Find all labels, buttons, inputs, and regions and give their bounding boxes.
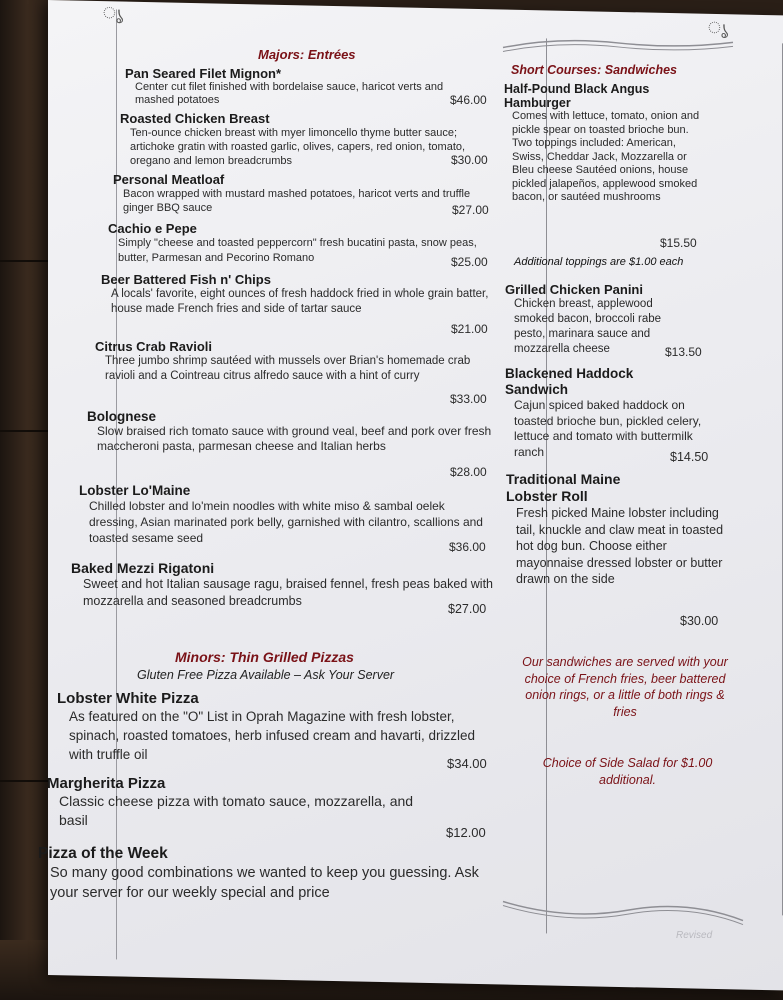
menu-item xyxy=(95,339,493,384)
menu-item xyxy=(505,366,730,460)
short-courses-title: Short Courses: Sandwiches xyxy=(511,63,678,77)
item-desc: Bacon wrapped with mustard mashed potatoes, haricot verts and truffle ginger BBQ sauce xyxy=(123,188,471,214)
item-name: Traditional Maine Lobster Roll xyxy=(506,471,621,504)
menu-item xyxy=(38,845,498,903)
item-desc: Sweet and hot Italian sausage ragu, braised fennel, fresh peas baked with mozzarella and seasoned breadcrumbs xyxy=(83,577,493,608)
item-desc: Chicken breast, applewood smoked bacon, broccoli rabe pesto, marinara sauce and mozzarella cheese xyxy=(514,298,662,355)
menu-item xyxy=(125,66,495,107)
item-name: Pizza of the Week xyxy=(38,845,168,862)
item-desc: Simply "cheese and toasted peppercorn" fresh bucatini pasta, snow peas, butter, Parmesan and Pecorino Romano xyxy=(118,237,477,264)
item-name: Lobster White Pizza xyxy=(57,690,199,707)
item-name: Citrus Crab Ravioli xyxy=(95,339,213,354)
menu-item xyxy=(87,409,497,454)
toppings-note: Additional toppings are $1.00 each xyxy=(514,256,684,268)
menu-item xyxy=(108,221,493,266)
item-name: Blackened Haddock Sandwich xyxy=(505,366,634,397)
item-desc: So many good combinations we wanted to keep you guessing. Ask your server for our weekly special and price xyxy=(50,865,479,901)
item-price: $28.00 xyxy=(450,465,487,479)
item-desc: Slow braised rich tomato sauce with ground veal, beef and pork over fresh maccheroni pasta, parmesan cheese and Italian herbs xyxy=(97,424,492,453)
item-price: $15.50 xyxy=(660,236,697,250)
menu-item xyxy=(113,172,493,215)
item-name: Margherita Pizza xyxy=(47,775,166,792)
item-name: Pan Seared Filet Mignon* xyxy=(125,66,282,81)
item-desc: As featured on the "O" List in Oprah Magazine with fresh lobster, spinach, roasted tomatoes, herb infused cream and havarti, drizzled with truffle oil xyxy=(69,709,475,762)
menu-item xyxy=(506,471,731,588)
majors-title: Majors: Entrées xyxy=(258,47,356,62)
item-name: Half-Pound Black Angus Hamburger xyxy=(504,82,650,110)
item-price: $34.00 xyxy=(447,756,487,771)
revised-label: Revised xyxy=(676,930,713,941)
item-desc: A locals' favorite, eight ounces of fresh haddock fried in whole grain batter, house made French fries and side of tartar sauce xyxy=(111,288,489,315)
item-desc: Chilled lobster and lo'mein noodles with white miso & sambal oelek dressing, Asian marinated pork belly, garnished with cilantro, scallions and toasted sesame seed xyxy=(89,499,483,545)
scroll-bottom-icon xyxy=(498,889,748,934)
item-name: Roasted Chicken Breast xyxy=(120,111,270,126)
item-price: $21.00 xyxy=(451,322,488,336)
item-name: Grilled Chicken Panini xyxy=(505,282,643,297)
item-price: $46.00 xyxy=(450,93,487,107)
item-desc: Classic cheese pizza with tomato sauce, mozzarella, and basil xyxy=(59,793,414,828)
item-name: Personal Meatloaf xyxy=(113,172,225,187)
item-price: $33.00 xyxy=(450,392,487,406)
item-desc: Ten-ounce chicken breast with myer limoncello thyme butter sauce; artichoke gratin with roasted garlic, olives, capers, red onion, tomato, oregano and lemon breadcrumbs xyxy=(130,127,466,167)
minors-subtitle: Gluten Free Pizza Available – Ask Your Server xyxy=(137,668,395,682)
menu-item xyxy=(504,82,704,205)
flourish-top-left-icon: ൃ xyxy=(103,3,124,23)
menu-item xyxy=(47,775,487,830)
item-price: $27.00 xyxy=(448,602,487,616)
menu-item xyxy=(101,272,493,317)
item-desc: Cajun spiced baked haddock on toasted brioche bun, pickled celery, lettuce and tomato with buttermilk ranch xyxy=(514,398,702,459)
menu-item xyxy=(79,483,497,546)
item-desc: Fresh picked Maine lobster including tail, knuckle and claw meat in toasted hot dog bun. Choose either mayonnaise dressed lobster or butter drawn on the side xyxy=(516,506,724,586)
menu-item xyxy=(57,690,497,764)
item-price: $36.00 xyxy=(449,540,486,554)
item-name: Baked Mezzi Rigatoni xyxy=(71,560,215,576)
item-price: $30.00 xyxy=(451,153,488,167)
item-desc: Three jumbo shrimp sautéed with mussels over Brian's homemade crab ravioli and a Cointreau citrus alfredo sauce with a hint of curry xyxy=(105,355,471,382)
item-desc: Comes with lettuce, tomato, onion and pickle spear on toasted brioche bun. Two toppings included: American, Swiss, Cheddar Jack, Mozzarella or Bleu cheese Sautéed onions, house pickled jalapeños, applewood smoked bacon, or sautéed mushrooms xyxy=(512,110,700,203)
item-name: Bolognese xyxy=(87,409,157,424)
item-name: Lobster Lo'Maine xyxy=(79,483,191,498)
menu-item xyxy=(71,560,496,610)
item-name: Beer Battered Fish n' Chips xyxy=(101,272,271,287)
item-desc: Center cut filet finished with bordelaise sauce, haricot verts and mashed potatoes xyxy=(135,81,444,106)
item-price: $25.00 xyxy=(451,255,488,269)
item-price: $12.00 xyxy=(446,825,486,840)
item-price: $27.00 xyxy=(452,203,489,217)
item-name: Cachio e Pepe xyxy=(108,221,197,236)
item-price: $13.50 xyxy=(665,345,702,359)
sides-note: Our sandwiches are served with your choice of French fries, beer battered onion rings, or a little of both rings & fries xyxy=(522,655,728,719)
salad-note: Choice of Side Salad for $1.00 additional. xyxy=(542,756,713,787)
flourish-top-right-icon: ൃ xyxy=(708,17,729,38)
item-price: $30.00 xyxy=(680,614,719,628)
minors-title: Minors: Thin Grilled Pizzas xyxy=(175,649,354,665)
item-price: $14.50 xyxy=(670,450,709,464)
menu-item xyxy=(120,111,495,168)
